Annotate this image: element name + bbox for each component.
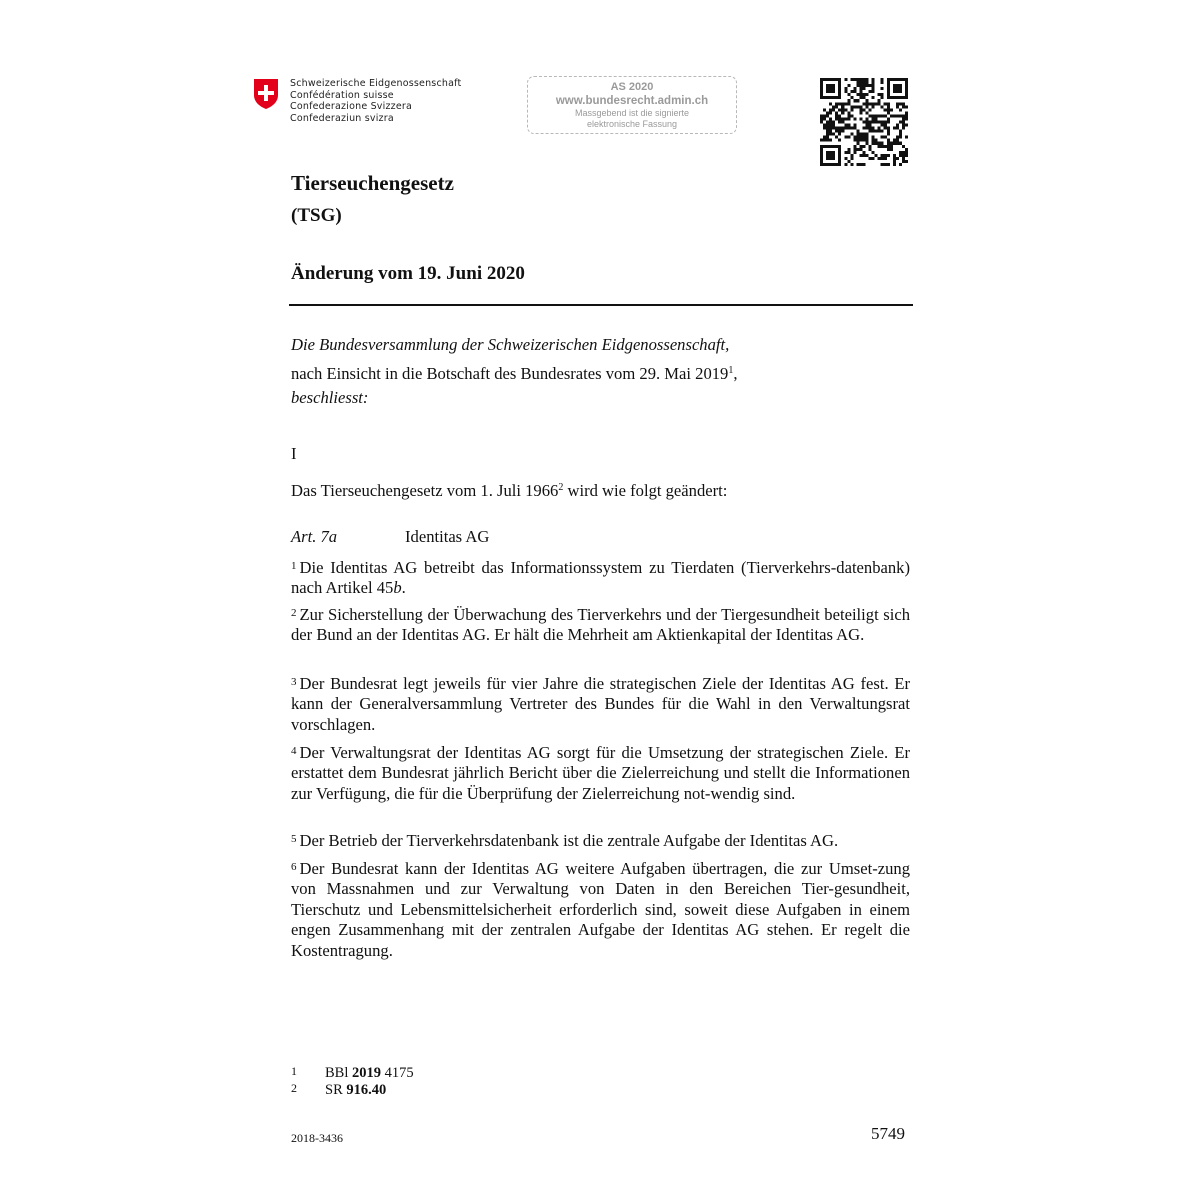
stamp-note-2: elektronische Fassung bbox=[586, 119, 678, 129]
law-abbreviation: (TSG) bbox=[291, 205, 342, 226]
amendment-intro bbox=[291, 481, 910, 501]
paragraph-text: Der Verwaltungsrat der Identitas AG sorgt für die Umsetzung der strategischen Ziele. Er erstattet dem Bundesrat jährlich Bericht über die Zielerreichung und stellt die Informationen zur Verfügung, die für die Überprüfung der Zielerreichung not-wendig sind. bbox=[291, 743, 910, 803]
paragraph-number: 4 bbox=[291, 745, 297, 757]
stamp-url: www.bundesrecht.admin.ch bbox=[555, 95, 709, 107]
paragraph-text: Der Bundesrat legt jeweils für vier Jahre die strategischen Ziele der Identitas AG fest. Er kann der Generalversammlung Vertreter des Bundes für die Wahl in den Verwaltungsrat vorschlagen. bbox=[291, 674, 910, 734]
amendment-date: Änderung vom 19. Juni 2020 bbox=[291, 263, 525, 284]
section-number: I bbox=[291, 444, 297, 463]
paragraph-number: 2 bbox=[291, 607, 297, 619]
article-heading bbox=[291, 527, 489, 547]
stamp-note-1: Massgebend ist die signierte bbox=[574, 108, 690, 118]
paragraph-number: 1 bbox=[291, 560, 297, 572]
paragraph-number: 3 bbox=[291, 676, 297, 688]
paragraph-text-end: . bbox=[401, 578, 406, 598]
footnote-prefix: BBl bbox=[325, 1065, 352, 1081]
page-number: 5749 bbox=[871, 1124, 905, 1143]
federal-line-rm: Confederaziun svizra bbox=[290, 112, 394, 124]
footnote-page: 4175 bbox=[381, 1065, 414, 1081]
footnote-1 bbox=[291, 1063, 414, 1082]
paragraph-6 bbox=[291, 857, 910, 961]
federal-line-fr: Confédération suisse bbox=[290, 89, 394, 101]
paragraph-3 bbox=[291, 672, 910, 735]
preamble-basis-comma: , bbox=[733, 364, 738, 383]
document-code: 2018-3436 bbox=[291, 1131, 343, 1145]
paragraph-text: Der Bundesrat kann der Identitas AG weitere Aufgaben übertragen, die zur Umset-zung von Massnahmen und zur Verwaltung von Daten in den Bereichen Tier-gesundheit, Tierschutz und Lebensmittelsicherheit erforderlich sind, soweit diese Aufgaben in einem engen Zusammenhang mit der zentralen Aufgabe der Identitas AG stehen. Er regelt die Kostentragung. bbox=[291, 859, 910, 960]
paragraph-1 bbox=[291, 556, 910, 599]
stamp-collection: AS 2020 bbox=[610, 81, 654, 93]
paragraph-text: Der Betrieb der Tierverkehrsdatenbank ist die zentrale Aufgabe der Identitas AG. bbox=[299, 831, 839, 850]
federal-line-it: Confederazione Svizzera bbox=[290, 101, 413, 112]
swiss-cross-shield-icon bbox=[253, 78, 279, 110]
paragraph-text: Die Identitas AG betreibt das Informationssystem zu Tierdaten (Tierverkehrs-datenbank) nach Artikel 45 bbox=[291, 558, 910, 598]
footnote-ref-1[interactable]: 1 bbox=[728, 365, 734, 376]
preamble-basis-text: nach Einsicht in die Botschaft des Bundesrates vom 29. Mai 2019 bbox=[291, 364, 729, 383]
preamble-basis bbox=[291, 364, 910, 384]
article-label: Art. 7a bbox=[291, 527, 338, 546]
paragraph-2 bbox=[291, 603, 910, 646]
paragraph-4 bbox=[291, 741, 910, 804]
amendment-intro-rest: wird wie folgt geändert: bbox=[563, 481, 728, 500]
paragraph-text-italic: b bbox=[393, 578, 402, 598]
footnote-number: 2 bbox=[291, 1081, 297, 1095]
preamble-resolves: beschliesst: bbox=[291, 388, 369, 407]
federal-logo bbox=[253, 78, 461, 124]
paragraph-number: 6 bbox=[291, 861, 297, 873]
footnote-number: 1 bbox=[291, 1064, 297, 1078]
title-divider bbox=[289, 304, 913, 306]
paragraph-5 bbox=[291, 829, 910, 851]
publication-stamp bbox=[527, 76, 737, 134]
paragraph-text: Zur Sicherstellung der Überwachung des Tierverkehrs und der Tiergesundheit beteiligt sich der Bund an der Identitas AG. Er hält die Mehrheit am Aktienkapital der Identitas AG. bbox=[291, 605, 910, 645]
footnote-sr-number: 916.40 bbox=[346, 1082, 387, 1098]
footnote-prefix: SR bbox=[325, 1082, 347, 1098]
footnote-2 bbox=[291, 1080, 386, 1099]
federal-line-de: Schweizerische Eidgenossenschaft bbox=[290, 78, 462, 89]
paragraph-number: 5 bbox=[291, 833, 297, 845]
federal-name-block bbox=[290, 78, 461, 124]
law-title: Tierseuchengesetz bbox=[291, 171, 454, 195]
article-title: Identitas AG bbox=[405, 527, 490, 546]
amendment-intro-text: Das Tierseuchengesetz vom 1. Juli 1966 bbox=[291, 481, 559, 500]
preamble-authority: Die Bundesversammlung der Schweizerischen Eidgenossenschaft, bbox=[291, 335, 730, 354]
footnote-year: 2019 bbox=[352, 1065, 381, 1081]
qr-code-icon bbox=[820, 78, 908, 166]
footnote-ref-2[interactable]: 2 bbox=[558, 482, 564, 493]
